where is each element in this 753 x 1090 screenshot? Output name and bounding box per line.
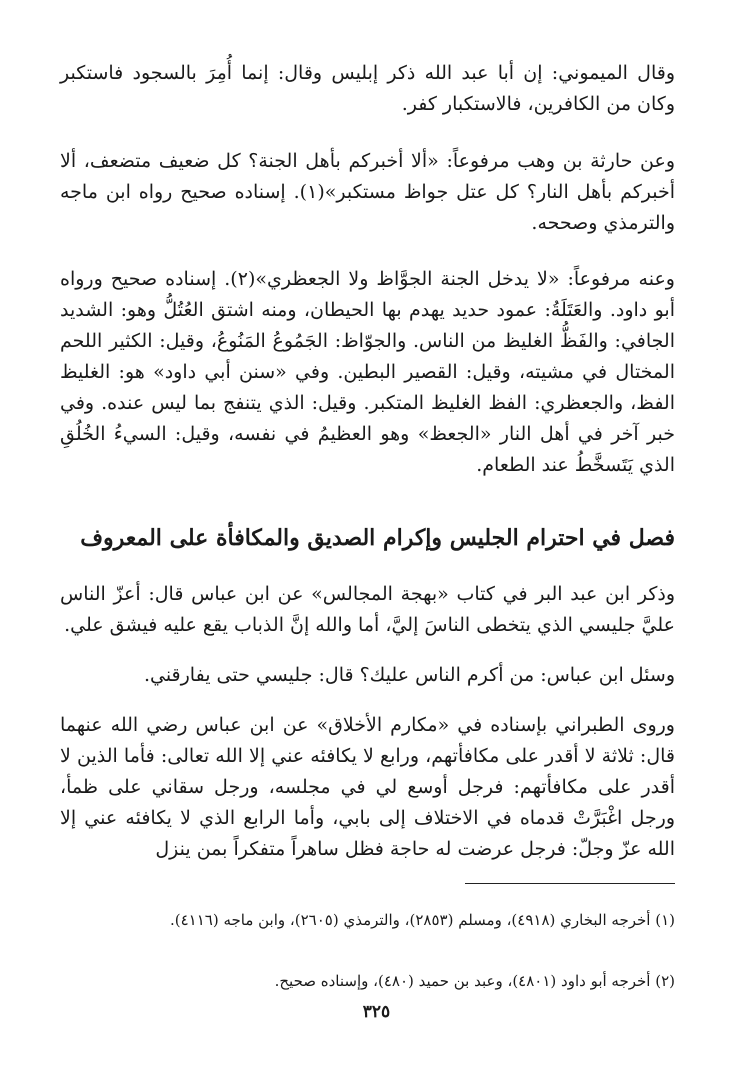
paragraph-tabarani: وروى الطبراني بإسناده في «مكارم الأخلاق» عن ابن عباس رضي الله عنهما قال: ثلاثة لا أقدر على مكافأتهم، ورابع لا يكافئه عني إلا الله تعالى: فأما الذين لا أقدر على مكافأتهم: فرجل أوسع لي في مجلسه، ورجل سقاني على ظمأ، ورجل اغْبَرَّتْ قدماه في الاختلاف إلى بابي، وأما الرابع الذي لا يكافئه عني إلا الله عزّ وجلّ: فرجل عرضت له حاجة فظل ساهراً متفكراً بمن ينزل (60, 714, 675, 860)
paragraph-ibn-abd-al-barr: وذكر ابن عبد البر في كتاب «بهجة المجالس» عن ابن عباس قال: أعزّ الناس عليَّ جليسي الذي يتخطى الناسَ إليَّ، أما والله إنَّ الذباب يقع عليه فيشق علي. (60, 583, 675, 636)
footnote-2: (٢) أخرجه أبو داود (٤٨٠١)، وعبد بن حميد (٤٨٠)، وإسناده صحيح. (274, 972, 675, 990)
paragraph-haritha-hadith: وعن حارثة بن وهب مرفوعاً: «ألا أخبركم بأهل الجنة؟ كل ضعيف متضعف، ألا أخبركم بأهل النار؟ كل عتل جواظ مستكبر»(١). إسناده صحيح رواه ابن ماجه والترمذي وصححه. (60, 150, 675, 234)
section-heading: فصل في احترام الجليس وإكرام الصديق والمكافأة على المعروف (80, 525, 675, 551)
paragraph-jawwaz-definitions: وعنه مرفوعاً: «لا يدخل الجنة الجوَّاظ ولا الجعظري»(٢). إسناده صحيح ورواه أبو داود. والعَتَلَةُ: عمود حديد يهدم بها الحيطان، ومنه اشتق العُتُلُّ وهو: الشديد الجافي: والفَظُّ الغليظ من الناس. والجوّاظ: الجَمُوعُ المَنُوعُ، وقيل: الكثير اللحم المختال في مشيته، وقيل: القصير البطين. وفي «سنن أبي داود» هو: الغليظ الفظ، والجعظري: الفظ الغليظ المتكبر. وقيل: الذي يتنفج بما ليس عنده. وفي خبر آخر في أهل النار «الجعظ» وهو العظيمُ في نفسه، وقيل: السيءُ الخُلُقِ الذي يَتَسخَّطُ عند الطعام. (60, 268, 675, 476)
footnote-1: (١) أخرجه البخاري (٤٩١٨)، ومسلم (٢٨٥٣)، والترمذي (٢٦٠٥)، وابن ماجه (٤١١٦). (169, 911, 675, 929)
footnote-separator (465, 883, 675, 884)
paragraph-maymuni: وقال الميموني: إن أبا عبد الله ذكر إبليس وقال: إنما أُمِرَ بالسجود فاستكبر وكان من الكافرين، فالاستكبار كفر. (60, 62, 675, 115)
page-number: ٣٢٥ (362, 1002, 391, 1022)
paragraph-ibn-abbas-question: وسئل ابن عباس: من أكرم الناس عليك؟ قال: جليسي حتى يفارقني. (143, 664, 675, 686)
